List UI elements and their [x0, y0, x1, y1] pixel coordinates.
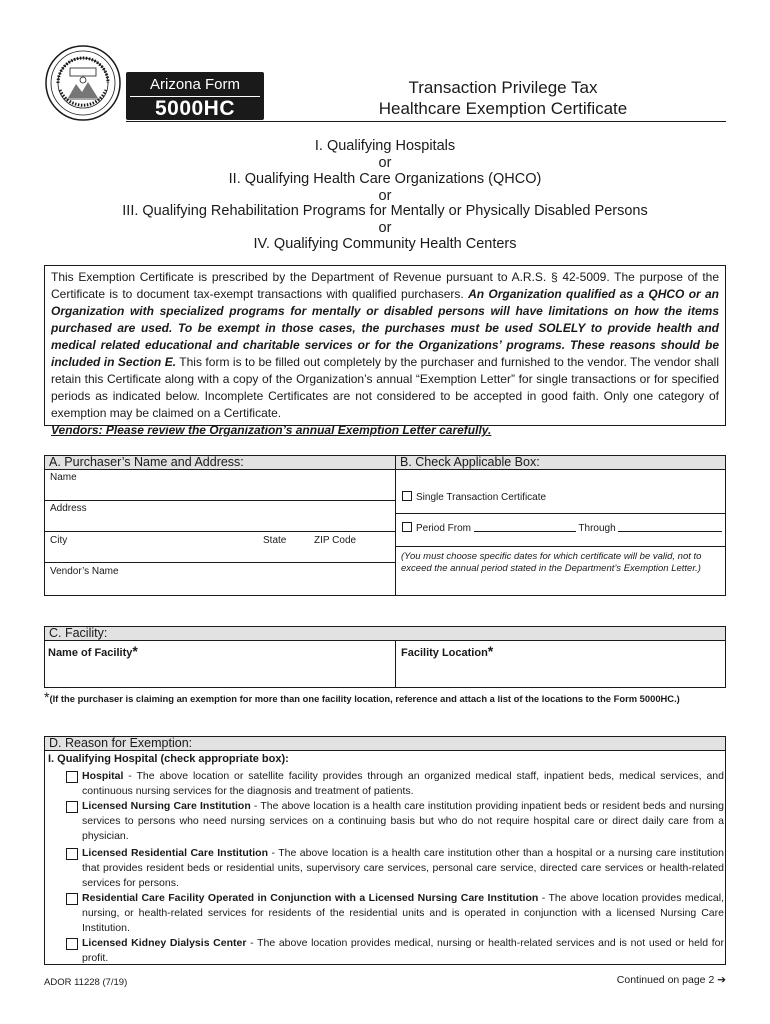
- section-c-divider: [395, 640, 396, 688]
- name-row-line: [44, 500, 396, 501]
- kidney-dialysis-title: Licensed Kidney Dialysis Center: [82, 937, 247, 949]
- single-row-line: [395, 513, 726, 514]
- section-c-header: C. Facility:: [44, 626, 726, 641]
- city-row-line: [44, 562, 396, 563]
- period-checkbox[interactable]: [402, 522, 412, 532]
- heading-hospitals: I. Qualifying Hospitals: [314, 138, 456, 154]
- hospital-text: - The above location or satellite facility provides through an organized medical staff, inpatient beds, medical services, and continuous nursing services for the diagnosis and treatment of patients.: [82, 770, 724, 797]
- residential-conjunction-text: - The above location provides medical, nursing, or health-related services for residents of the residential units and is operated in conjunction with a licensed Nursing Care Institution.: [82, 892, 724, 934]
- reason-residential-conjunction[interactable]: [66, 891, 724, 936]
- header-rule: [126, 121, 726, 122]
- through-label: Through: [578, 523, 616, 534]
- city-label: City: [50, 535, 68, 546]
- single-transaction-option[interactable]: [402, 491, 546, 503]
- section-d-header: D. Reason for Exemption:: [44, 736, 726, 751]
- intro-box: [44, 265, 726, 437]
- facility-name-text: Name of Facility: [48, 647, 133, 659]
- footnote-text: (If the purchaser is claiming an exemption for more than one facility location, reference and attach a list of the locations to the Form 5000HC.): [49, 693, 680, 704]
- vendors-note: Vendors: Please review the Organization’s annual Exemption Letter carefully.: [51, 423, 492, 437]
- qualifying-hospital-subheader: I. Qualifying Hospital (check appropriate box):: [48, 753, 289, 765]
- residential-care-text: - The above location is a health care institution other than a hospital or a nursing care institution that provides resident beds or residential units, supervisory care services, personal care service, directed care services or health-related services for persons.: [82, 847, 724, 889]
- residential-conjunction-checkbox[interactable]: [66, 893, 78, 905]
- section-a-header: A. Purchaser’s Name and Address:: [44, 455, 396, 470]
- form-number-box: [126, 72, 264, 120]
- purchaser-name-label: Name: [50, 472, 77, 483]
- footnote-mark: *: [44, 689, 50, 705]
- residential-care-checkbox[interactable]: [66, 848, 78, 860]
- continued-note: Continued on page 2 ➔: [616, 974, 726, 986]
- form-label: Arizona Form: [149, 76, 241, 93]
- kidney-dialysis-text: - The above location provides medical, nursing or health-related services and is not used or held for profit.: [82, 937, 724, 964]
- reason-nursing-care[interactable]: [66, 799, 724, 844]
- vendor-name-label: Vendor’s Name: [50, 566, 119, 577]
- form-number: 5000HC: [154, 97, 236, 120]
- section-d-left-border: [44, 750, 45, 965]
- facility-name-asterisk: *: [132, 643, 138, 659]
- address-row-line: [44, 531, 396, 532]
- period-through-field[interactable]: [618, 523, 722, 532]
- section-ab-divider: [395, 469, 396, 596]
- title-line-2: Healthcare Exemption Certificate: [378, 99, 628, 118]
- facility-location-asterisk: *: [487, 643, 494, 659]
- intro-text-2: This form is to be filled out completely by the purchaser and furnished to the vendor. The vendor shall retain this Certificate along with a copy of the Organization’s annual “Exemption Letter” for single transactions or for specified periods as indicated below. Incomplete Certificates are not considered to be accepted in good faith. Only one category of exemption may be claimed on a Certificate.: [51, 355, 719, 420]
- form-id: ADOR 11228 (7/19): [44, 977, 128, 988]
- section-a-left-border: [44, 469, 45, 596]
- section-c-right-border: [725, 640, 726, 688]
- state-seal-icon: [44, 44, 122, 122]
- section-c-left-border: [44, 640, 45, 688]
- zip-label: ZIP Code: [314, 535, 357, 546]
- state-label: State: [263, 535, 287, 546]
- heading-or-2: or: [378, 188, 392, 204]
- hospital-title: Hospital: [82, 770, 124, 782]
- facility-location-label: [401, 643, 493, 659]
- heading-rehab: III. Qualifying Rehabilitation Programs for Mentally or Physically Disabled Persons: [122, 203, 648, 219]
- facility-location-text: Facility Location: [401, 647, 488, 659]
- section-d-right-border: [725, 750, 726, 965]
- hospital-checkbox[interactable]: [66, 771, 78, 783]
- period-from-label: Period From: [416, 523, 472, 534]
- section-c-bottom: [44, 687, 726, 688]
- heading-qhco: II. Qualifying Health Care Organizations (QHCO): [228, 171, 542, 187]
- title-line-1: Transaction Privilege Tax: [408, 78, 598, 97]
- residential-conjunction-title: Residential Care Facility Operated in Conjunction with a Licensed Nursing Care Institution: [82, 892, 539, 904]
- nursing-care-title: Licensed Nursing Care Institution: [82, 800, 251, 812]
- facility-name-label: [48, 643, 138, 659]
- facility-footnote: [44, 689, 680, 705]
- intro-bold-text: An Organization qualified as a QHCO or an Organization with specialized programs for mentally or disabled persons will have limitations on how the items purchased are used. To be exempt in those cases, the purchases must be used SOLELY to provide health and medical related educational and charitable services or for the Organizations’ programs. These reasons should be included in Section E.: [51, 287, 720, 369]
- reason-hospital[interactable]: [66, 769, 724, 799]
- section-b-right-border: [725, 469, 726, 596]
- nursing-care-checkbox[interactable]: [66, 801, 78, 813]
- section-ab-bottom: [44, 595, 726, 596]
- intro-text-1: This Exemption Certificate is prescribed by the Department of Revenue pursuant to A.R.S. § 42-5009. The purpose of the Certificate is to document tax-exempt transactions with qualified purchasers.: [51, 270, 719, 301]
- period-option[interactable]: [402, 522, 722, 534]
- section-b-note: (You must choose specific dates for which certificate will be valid, not to exceed the annual period stated in the Department’s Exemption Letter.): [401, 551, 702, 574]
- kidney-dialysis-checkbox[interactable]: [66, 938, 78, 950]
- heading-or-3: or: [378, 220, 392, 236]
- single-transaction-checkbox[interactable]: [402, 491, 412, 501]
- period-from-field[interactable]: [474, 523, 576, 532]
- reason-residential-care[interactable]: [66, 846, 724, 891]
- single-transaction-label: Single Transaction Certificate: [416, 492, 547, 503]
- reason-kidney-dialysis[interactable]: [66, 936, 724, 966]
- section-b-header: B. Check Applicable Box:: [395, 455, 726, 470]
- heading-community: IV. Qualifying Community Health Centers: [253, 236, 517, 252]
- heading-or-1: or: [378, 155, 392, 171]
- period-row-line: [395, 546, 726, 547]
- nursing-care-text: - The above location is a health care institution providing inpatient beds or resident beds and nursing services to persons who need nursing services on a continuing basis but who do not require hospital care or direct daily care from a physician.: [82, 800, 724, 842]
- residential-care-title: Licensed Residential Care Institution: [82, 847, 268, 859]
- form-title: [280, 77, 726, 119]
- address-label: Address: [50, 503, 87, 514]
